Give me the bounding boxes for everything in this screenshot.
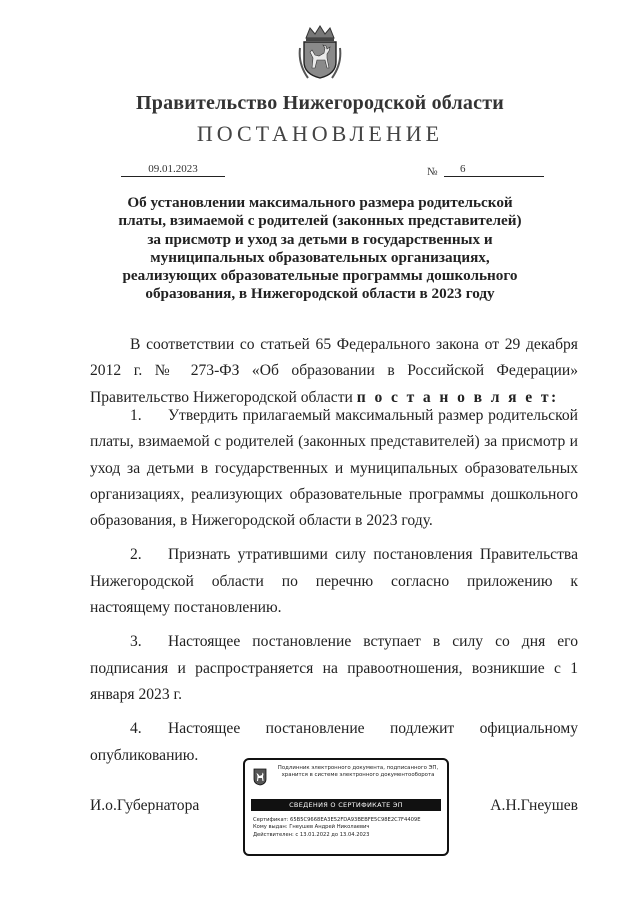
certificate-heading: СВЕДЕНИЯ О СЕРТИФИКАТЕ ЭП [251,799,441,811]
resolves-phrase: п о с т а н о в л я е т: [356,388,559,406]
item-text: Признать утратившими силу постановления Правительства Нижегородской области по перечню согласно приложению к настоящему постановлению. [90,546,578,617]
coat-of-arms-icon [298,24,342,80]
stamp-coat-of-arms-icon [253,766,267,786]
stamp-note: Подлинник электронного документа, подписанного ЭП, хранится в системе электронного документооборота [277,765,439,778]
item-number: 1. [130,407,142,424]
item-number: 2. [130,546,142,564]
certificate-details [253,817,443,839]
certificate-owner: Кому выдан: Гнеушев Андрей Николаевич [253,824,370,831]
signatory-role: И.о.Губернатора [90,797,200,814]
government-title: Правительство Нижегородской области [136,92,504,114]
item-number: 4. [130,720,142,738]
certificate-serial: Сертификат: 65B5C9668EA3E52FDA93BEBFE5C98E2C7F4409E [253,817,421,823]
preamble-text: В соответствии со статьей 65 Федерального закона от 29 декабря 2012 г. № 273-ФЗ «Об образовании в Российской Федерации» Правительство Нижегородской области [90,336,578,406]
resolution-item [90,403,578,534]
document-type: ПОСТАНОВЛЕНИЕ [196,121,444,146]
item-text: Утвердить прилагаемый максимальный размер родительской платы, взимаемой с родителей (законных представителей) за присмотр и уход за детьми в государственных и муниципальных образовательных организациях, реализующих образовательные программы дошкольного образования, в Нижегородской области в 2023 году. [90,407,578,530]
preamble [90,332,578,411]
resolution-items [90,403,578,777]
document-number: 6 [444,163,544,177]
e-signature-stamp [243,758,449,856]
item-text: Настоящее постановление подлежит официальному опубликованию. [90,720,578,764]
document-date: 09.01.2023 [121,163,225,177]
document-subject: Об установлении максимального размера родительской платы, взимаемой с родителей (законных представителей) за присмотр и уход за детьми в государственных и муниципальных образовательных организациях, реализующих образовательные программы дошкольного образования, в Нижегородской области в 2023 году [118,194,522,303]
number-label: № [427,166,438,178]
item-number: 3. [130,633,142,651]
certificate-validity: Действителен: с 13.01.2022 до 13.04.2023 [253,831,370,838]
signatory-name: А.Н.Гнеушев [490,797,578,814]
item-text: Настоящее постановление вступает в силу со дня его подписания и распространяется на правоотношения, возникшие с 1 января 2023 г. [90,633,578,703]
resolution-item [90,542,578,621]
resolution-item [90,629,578,708]
